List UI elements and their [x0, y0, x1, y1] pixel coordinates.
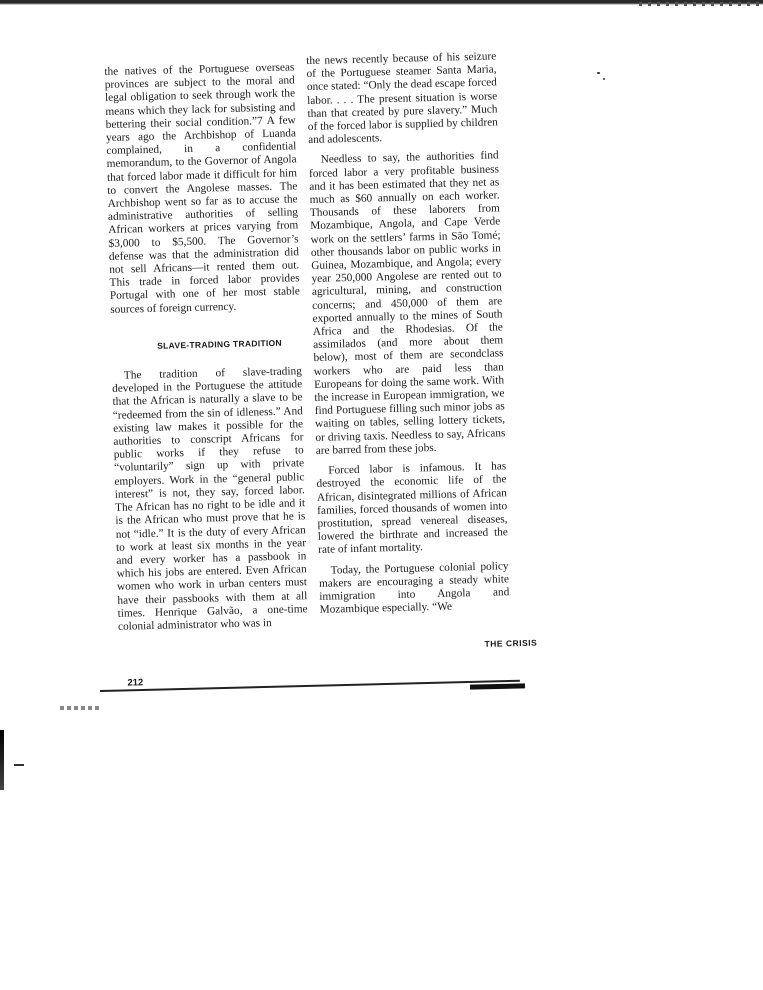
scan-smudge	[60, 706, 100, 710]
page-number: 212	[127, 677, 144, 689]
scan-speck	[603, 78, 605, 80]
right-paragraph-1: the news recently because of his seizure of the Portuguese steamer Santa Maria, once stated: “Only the dead escape forced labor. . . . The present situation is worse than that created by pure slavery.” Much of the forced labor is supplied by children and adolescents.	[306, 50, 498, 147]
top-scan-dots	[639, 2, 759, 6]
left-edge-dash	[14, 764, 24, 766]
right-column	[306, 50, 510, 617]
left-paragraph-2: The tradition of slave-trading developed in the Portuguese the attitude that the African is naturally a slave to be “redeemed from the sin of idleness.” And existing law makes it possible for the authorities to conscript Africans for public works if they refuse to “voluntarily” sign up with private employers. Work in the “general public interest” is not, they say, forced labor. The African has no right to be idle and it is the African who must prove that he is not “idle.” It is the duty of every African to work at least six months in the year and every worker has a passbook in which his jobs are entered. Even African women who work in urban centers must have their passbooks with them at all times. Henrique Galvão, a one-time colonial administrator who was in	[112, 365, 308, 633]
bottom-scan-rule-tail	[470, 683, 525, 689]
left-edge-scan-mark	[0, 730, 4, 790]
running-foot: THE CRISIS	[484, 637, 538, 649]
left-column	[104, 61, 308, 634]
section-subhead: SLAVE-TRADING TRADITION	[157, 337, 283, 351]
right-paragraph-4: Today, the Portuguese colonial policy makers are encouraging a steady white immigration into Angola and Mozambique especially. “We	[318, 559, 510, 617]
right-paragraph-2: Needless to say, the authorities find forced labor a very profitable business and it has been estimated that they net as much as $60 annually on each worker. Thousands of these laborers from Mozambique, Angola, and Cape Verde work on the settlers’ farms in São Tomé; other thousands labor on public works in Guinea, Mozambique, and Angola; every year 250,000 Angolese are rented out to agricultural, mining, and construction concerns; and 450,000 of them are exported annually to the mines of South Africa and the Rhodesias. Of the assimilados (and more about them below), most of them are secondclass workers who are paid less than Europeans for doing the same work. With the increase in European immigration, we find Portuguese filling such minor jobs as waiting on tables, selling lottery tickets, or driving taxis. Needless to say, Africans are barred from these jobs.	[308, 149, 506, 457]
magazine-page	[104, 43, 550, 693]
right-paragraph-3: Forced labor is infamous. It has destroyed the economic life of the African, disintegrated millions of African families, forced thousands of women into prostitution, spread venereal diseases, lowered the birthrate and increased the rate of infant mortality.	[316, 460, 508, 557]
left-paragraph-1: the natives of the Portuguese overseas provinces are subject to the moral and legal obligation to seek through work the means which they lack for subsisting and bettering their social condition.”7 A few years ago the Archbishop of Luanda complained, in a confidential memorandum, to the Governor of Angola that forced labor made it difficult for him to convert the Angolese masses. The Archbishop went so far as to accuse the administrative authorities of selling African workers at prices varying from $3,000 to $5,500. The Governor’s defense was that the administration did not sell Africans—it rented them out. This trade in forced labor provides Portugal with one of her most stable sources of foreign currency.	[104, 61, 301, 316]
scan-speck	[597, 72, 600, 74]
